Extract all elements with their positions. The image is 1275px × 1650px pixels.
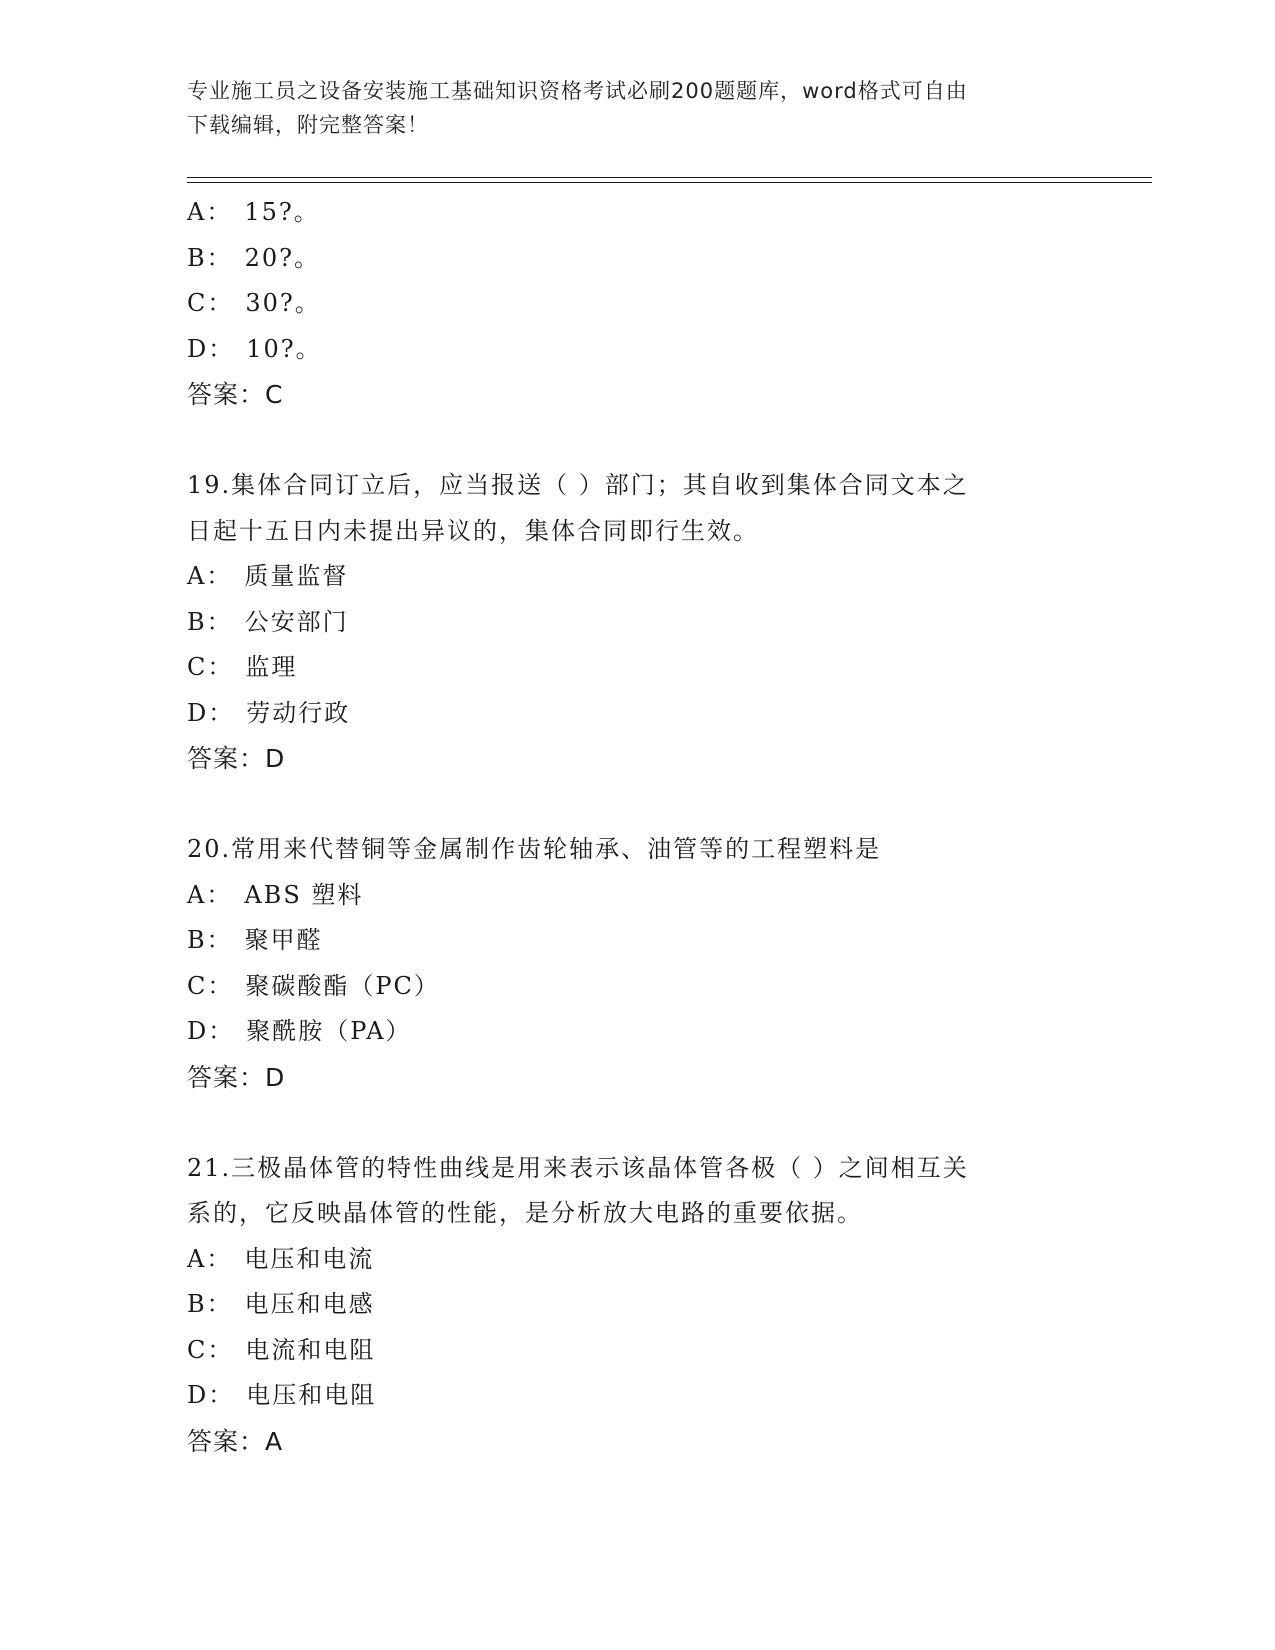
option-letter: B：: [187, 1290, 233, 1318]
option-c: [187, 281, 1087, 327]
answer-line: 答案：D: [187, 1062, 286, 1092]
option-text: 20?。: [244, 243, 321, 272]
question-stem-line-2: 日起十五日内未提出异议的，集体合同即行生效。: [187, 516, 759, 545]
option-letter: A：: [187, 880, 233, 909]
option-letter: D：: [187, 698, 235, 727]
option-text: 公安部门: [244, 607, 349, 636]
answer-line: 答案：C: [187, 380, 284, 409]
option-c: [187, 645, 1087, 691]
option-b: [187, 600, 1087, 646]
option-d: [187, 327, 1087, 373]
option-letter: D：: [187, 1017, 235, 1045]
option-b: [187, 236, 1087, 282]
option-a: [187, 190, 1087, 236]
option-b: [187, 1282, 1087, 1328]
option-text: 聚酰胺（PA）: [246, 1017, 412, 1045]
header-rule-top: [187, 177, 1152, 178]
option-letter: C：: [187, 971, 234, 1000]
option-letter: D：: [187, 334, 235, 363]
option-letter: B：: [187, 607, 233, 636]
option-a: [187, 554, 1087, 600]
option-letter: B：: [187, 926, 233, 954]
question-stem-line-1: 19.集体合同订立后，应当报送（ ）部门；其自收到集体合同文本之: [187, 471, 969, 499]
option-text: 15?。: [244, 198, 320, 226]
option-text: 聚碳酸酯（PC）: [245, 971, 440, 1000]
header-line-2: 下载编辑，附完整答案！: [187, 113, 429, 137]
answer-line: 答案：A: [187, 1426, 284, 1456]
option-letter: A：: [187, 198, 233, 226]
question-content: [187, 190, 1087, 1464]
option-text: 10?。: [246, 334, 322, 363]
option-letter: A：: [187, 1244, 233, 1273]
question-18: [187, 190, 1087, 418]
option-letter: C：: [187, 289, 234, 317]
option-b: [187, 918, 1087, 964]
answer-line: 答案：D: [187, 744, 286, 773]
question-21: [187, 1146, 1087, 1465]
question-gap: [187, 418, 1087, 464]
question-stem-line-2: 系的，它反映晶体管的性能，是分析放大电路的重要依据。: [187, 1199, 863, 1227]
question-gap: [187, 1100, 1087, 1146]
question-stem-line-1: 21.三极晶体管的特性曲线是用来表示该晶体管各极（ ）之间相互关: [187, 1153, 969, 1182]
option-d: [187, 691, 1087, 737]
header-line-1: 专业施工员之设备安装施工基础知识资格考试必刷200题题库，word格式可自由: [187, 79, 968, 103]
option-c: [187, 964, 1087, 1010]
option-text: 质量监督: [244, 562, 349, 590]
option-text: 30?。: [245, 289, 321, 317]
option-a: [187, 1237, 1087, 1283]
question-gap: [187, 782, 1087, 828]
option-d: [187, 1009, 1087, 1055]
option-letter: C：: [187, 653, 234, 681]
option-text: 监理: [245, 653, 298, 681]
option-text: 劳动行政: [246, 698, 351, 727]
option-text: 电压和电感: [244, 1290, 375, 1318]
option-text: 聚甲醛: [244, 926, 323, 954]
option-letter: D：: [187, 1381, 235, 1409]
option-d: [187, 1373, 1087, 1419]
question-19: [187, 463, 1087, 782]
question-20: [187, 827, 1087, 1100]
option-text: 电流和电阻: [245, 1335, 376, 1364]
option-letter: A：: [187, 562, 233, 590]
document-header: [187, 74, 1087, 142]
question-stem-line-1: 20.常用来代替铜等金属制作齿轮轴承、油管等的工程塑料是: [187, 835, 882, 863]
option-text: 电压和电流: [244, 1244, 375, 1273]
option-letter: B：: [187, 243, 233, 272]
header-rule-bottom: [187, 182, 1152, 183]
option-letter: C：: [187, 1335, 234, 1364]
option-c: [187, 1328, 1087, 1374]
option-text: ABS 塑料: [244, 880, 364, 909]
option-text: 电压和电阻: [246, 1381, 377, 1409]
option-a: [187, 873, 1087, 919]
